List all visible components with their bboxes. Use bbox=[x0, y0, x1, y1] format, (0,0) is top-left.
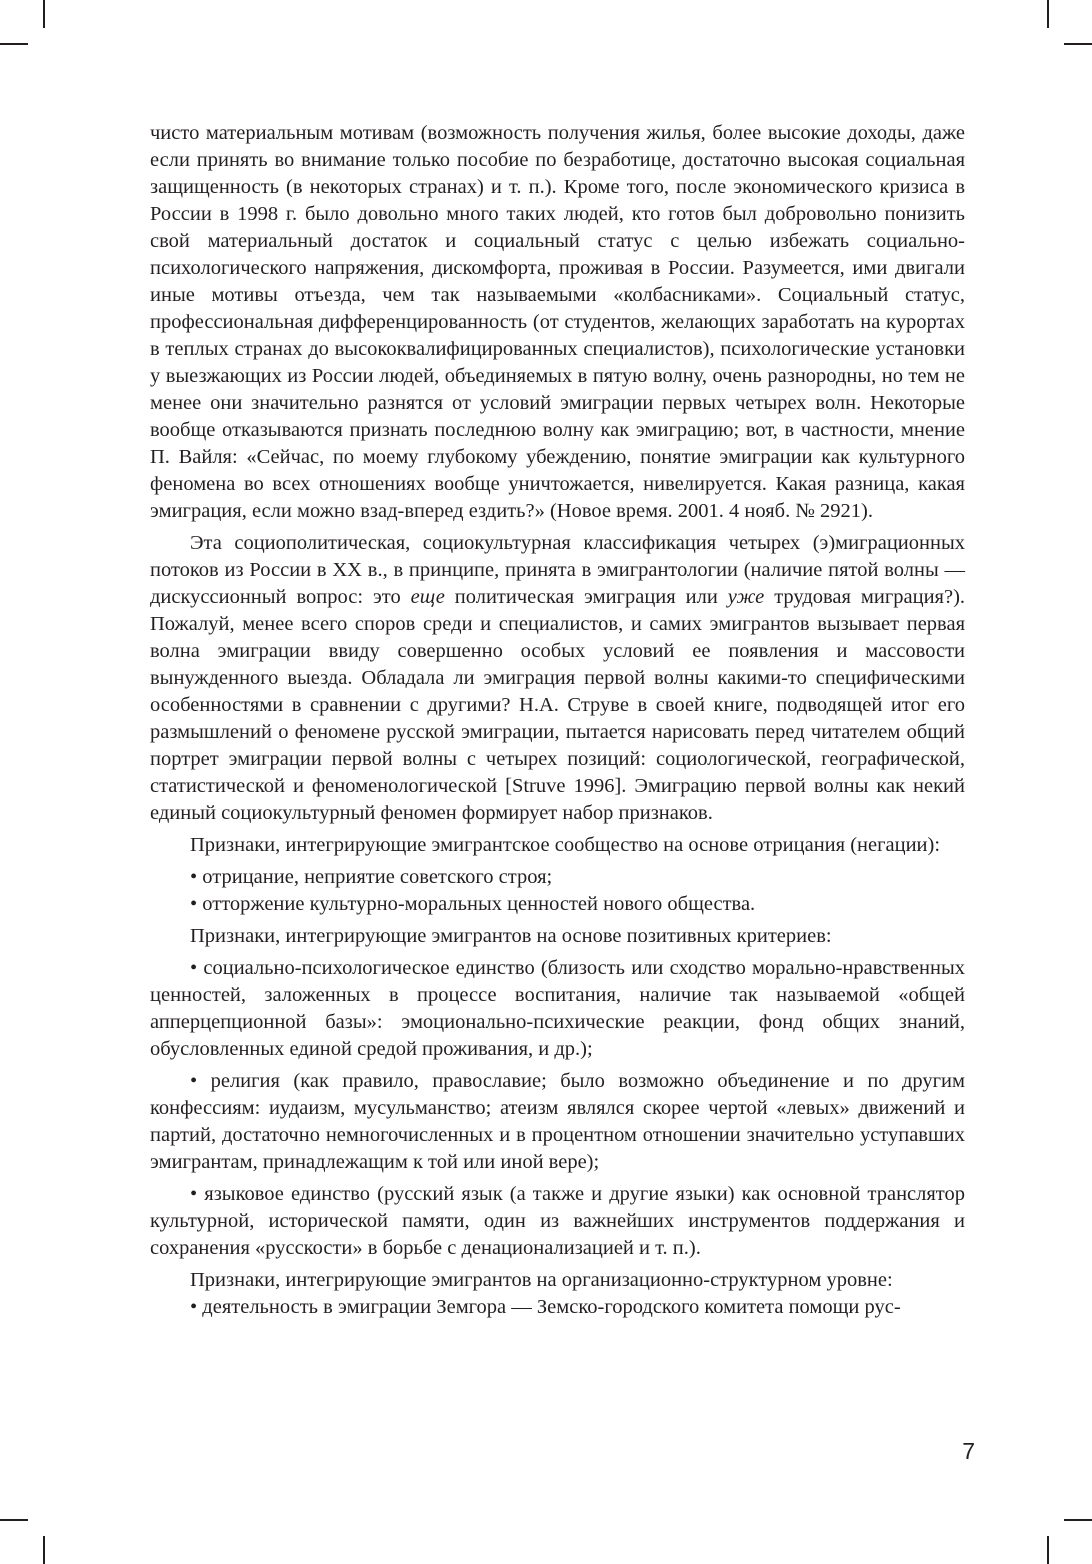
crop-mark-top-left-horizontal bbox=[0, 43, 28, 45]
list-item: • религия (как правило, православие; было возможно объединение и по другим конфессиям: иудаизм, мусульманство; атеизм являлся скорее чертой «левых» движений и партий, достаточно немногочисленных и в процентном отношении значительно уступавших эмигрантам, принадлежащим к той или иной вере); bbox=[150, 1070, 965, 1173]
paragraph-text: трудовая миграция?). Пожалуй, менее всего споров среди и специалистов, и самих эмигрантов вызывает первая волна эмиграции ввиду совершенно особых условий ее появления и массовости вынужденного выезда. Обладала ли эмиграция первой волны какими-то специфическими особенностями в сравнении с другими? Н.А. Струве в своей книге, подводящей итог его размышлений о феномене русской эмиграции, пытается нарисовать перед читателем общий портрет эмиграции первой волны с четырех позиций: социологической, географической, статистической и феноменологической [Struve 1996]. Эмиграцию первой волны как некий единый социокультурный феномен формирует набор признаков. bbox=[150, 586, 966, 824]
paragraph-positive-signs: Признаки, интегрирующие эмигрантов на основе позитивных критериев: bbox=[190, 925, 832, 947]
crop-mark-bottom-left-vertical bbox=[43, 1536, 45, 1564]
crop-mark-bottom-right-vertical bbox=[1047, 1536, 1049, 1564]
list-item: • отрицание, неприятие советского строя; bbox=[190, 866, 553, 888]
crop-mark-top-right-vertical bbox=[1047, 0, 1049, 28]
crop-mark-top-right-horizontal bbox=[1064, 43, 1092, 45]
list-item: • отторжение культурно-моральных ценностей нового общества. bbox=[190, 893, 756, 915]
paragraph-structural-signs: Признаки, интегрирующие эмигрантов на организационно-структурном уровне: bbox=[190, 1269, 893, 1291]
page-body bbox=[150, 120, 965, 1321]
paragraph-negation-signs: Признаки, интегрирующие эмигрантское сообщество на основе отрицания (негации): bbox=[190, 834, 941, 856]
crop-mark-bottom-left-horizontal bbox=[0, 1519, 28, 1521]
list-item: • деятельность в эмиграции Земгора — Земско-городского комитета помощи рус- bbox=[190, 1296, 901, 1318]
emphasis-text: еще bbox=[410, 586, 445, 608]
crop-mark-top-left-vertical bbox=[43, 0, 45, 28]
emphasis-text: уже bbox=[727, 586, 765, 608]
paragraph-text: политическая эмиграция или bbox=[444, 586, 728, 608]
page-number: 7 bbox=[962, 1438, 975, 1464]
paragraph-continuation: чисто материальным мотивам (возможность получения жилья, более высокие доходы, даже если принять во внимание только пособие по безработице, достаточно высокая социальная защищенность (в некоторых странах) и т. п.). Кроме того, после экономического кризиса в России в 1998 г. было довольно много таких людей, кто готов был добровольно понизить свой материальный достаток и социальный статус с целью избежать социально-психологического напряжения, дискомфорта, проживая в России. Разумеется, ими двигали иные мотивы отъезда, чем так называемыми «колбасниками». Социальный статус, профессиональная дифференцированность (от студентов, желающих заработать на курортах в теплых странах до высококвалифицированных специалистов), психологические установки у выезжающих из России людей, объединяемых в пятую волну, очень разнородны, но тем не менее они значительно разнятся от условий эмиграции первых четырех волн. Некоторые вообще отказываются признать последнюю волну как эмиграцию; вот, в частности, мнение П. Вайля: «Сейчас, по моему глубокому убеждению, понятие эмиграции как культурного феномена во всех отношениях вообще уничтожается, нивелируется. Какая разница, какая эмиграция, если можно взад-вперед ездить?» (Новое время. 2001. 4 нояб. № 2921). bbox=[150, 122, 965, 522]
list-item: • языковое единство (русский язык (а также и другие языки) как основной транслятор культурной, исторической памяти, один из важнейших инструментов поддержания и сохранения «русскости» в борьбе с денационализацией и т. п.). bbox=[150, 1183, 965, 1259]
paragraph-classification bbox=[150, 530, 965, 827]
list-item: • социально-психологическое единство (близость или сходство морально-нравственных ценностей, заложенных в процессе воспитания, наличие так называемой «общей апперцепционной базы»: эмоционально-психические реакции, фонд общих знаний, обусловленных единой средой проживания, и др.); bbox=[150, 957, 965, 1060]
crop-mark-bottom-right-horizontal bbox=[1064, 1519, 1092, 1521]
paragraph-text: Эта социополитическая, социокультурная классификация четырех (э)миграционных потоков из России в XX в., в принципе, принята в эмигрантологии (наличие пятой волны — дискуссионный вопрос: это bbox=[150, 532, 965, 608]
